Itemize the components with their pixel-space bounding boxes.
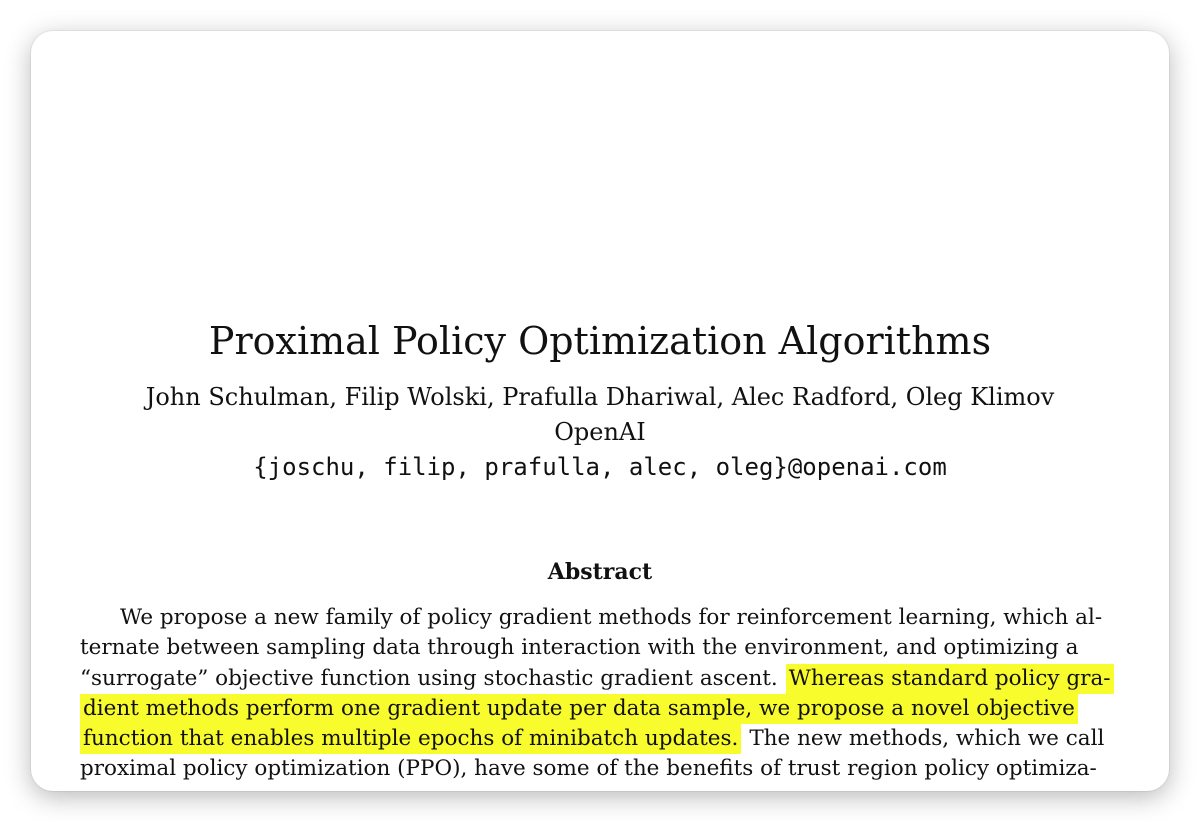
abstract-line <box>80 694 1141 724</box>
abstract-text: proximal policy optimization (PPO), have some of the benefits of trust region policy optimiza- <box>80 756 1097 782</box>
abstract-text: We propose a new family of policy gradient methods for reinforcement learning, which al- <box>120 605 1103 630</box>
abstract-line <box>80 754 1141 784</box>
paper-page <box>31 31 1169 791</box>
abstract-heading: Abstract <box>547 559 653 585</box>
abstract-text: “surrogate” objective function using stochastic gradient ascent. <box>80 665 778 691</box>
abstract-body <box>80 603 1141 785</box>
paper-affiliation: OpenAI <box>554 418 646 446</box>
abstract-line <box>80 633 1141 663</box>
highlighted-text: Whereas standard policy gra- <box>786 664 1114 694</box>
highlighted-text: dient methods perform one gradient update per data sample, we propose a novel objective <box>80 694 1078 724</box>
paper-title: Proximal Policy Optimization Algorithms <box>208 319 992 363</box>
abstract-text: ternate between sampling data through interaction with the environment, and optimizing a <box>80 635 1079 661</box>
paper-email: {joschu, filip, prafulla, alec, oleg}@openai.com <box>253 453 947 481</box>
abstract-line <box>80 724 1141 754</box>
paper-authors: John Schulman, Filip Wolski, Prafulla Dhariwal, Alec Radford, Oleg Klimov <box>145 383 1055 411</box>
abstract-line <box>80 603 1141 633</box>
highlighted-text: function that enables multiple epochs of minibatch updates. <box>80 724 741 754</box>
abstract-text: The new methods, which we call <box>749 726 1105 752</box>
abstract-line <box>80 664 1141 694</box>
